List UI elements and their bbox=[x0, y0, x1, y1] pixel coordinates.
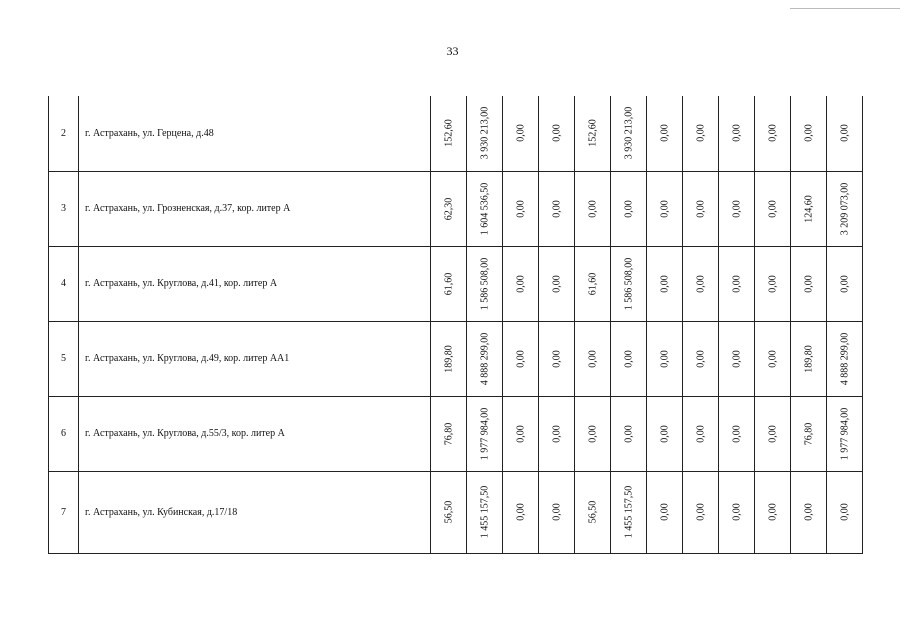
address-cell: г. Астрахань, ул. Круглова, д.49, кор. литер АА1 bbox=[79, 321, 431, 396]
table-row bbox=[49, 321, 863, 396]
value-cell bbox=[683, 321, 719, 396]
address-cell: г. Астрахань, ул. Круглова, д.55/3, кор. литер А bbox=[79, 396, 431, 471]
value-cell bbox=[683, 96, 719, 171]
value-text: 0,00 bbox=[659, 274, 670, 293]
value-cell bbox=[503, 396, 539, 471]
value-text: 0,00 bbox=[839, 124, 850, 142]
value-cell bbox=[503, 96, 539, 171]
value-cell bbox=[827, 321, 863, 396]
row-number: 4 bbox=[49, 246, 79, 321]
value-cell bbox=[791, 321, 827, 396]
value-text: 1 977 984,00 bbox=[479, 407, 490, 460]
value-cell bbox=[503, 321, 539, 396]
value-cell bbox=[467, 396, 503, 471]
value-cell bbox=[431, 321, 467, 396]
value-cell bbox=[647, 321, 683, 396]
value-cell bbox=[611, 396, 647, 471]
value-text: 0,00 bbox=[839, 274, 850, 293]
value-cell bbox=[575, 96, 611, 171]
value-cell bbox=[539, 396, 575, 471]
value-text: 0,00 bbox=[803, 274, 814, 293]
value-cell bbox=[791, 471, 827, 553]
value-cell bbox=[791, 396, 827, 471]
value-cell bbox=[539, 171, 575, 246]
value-text: 1 586 508,00 bbox=[479, 257, 490, 310]
value-text: 0,00 bbox=[659, 199, 670, 218]
value-text: 0,00 bbox=[587, 349, 598, 368]
value-text: 0,00 bbox=[623, 424, 634, 443]
value-text: 3 209 073,00 bbox=[839, 182, 850, 235]
value-text: 0,00 bbox=[623, 199, 634, 218]
value-cell bbox=[683, 396, 719, 471]
value-text: 0,00 bbox=[767, 274, 778, 293]
value-text: 61,60 bbox=[587, 272, 598, 295]
value-text: 189,80 bbox=[443, 344, 454, 373]
value-cell bbox=[719, 171, 755, 246]
value-cell bbox=[791, 96, 827, 171]
value-text: 0,00 bbox=[803, 503, 814, 521]
value-text: 61,60 bbox=[443, 272, 454, 295]
value-text: 1 455 157,50 bbox=[623, 485, 634, 539]
value-cell bbox=[647, 246, 683, 321]
table-row bbox=[49, 471, 863, 553]
value-text: 0,00 bbox=[731, 124, 742, 142]
value-cell bbox=[575, 171, 611, 246]
value-text: 0,00 bbox=[839, 503, 850, 521]
data-table bbox=[48, 96, 863, 554]
value-text: 152,60 bbox=[587, 119, 598, 147]
value-cell bbox=[755, 471, 791, 553]
value-text: 3 930 213,00 bbox=[623, 107, 634, 160]
value-text: 76,80 bbox=[803, 422, 814, 445]
value-cell bbox=[827, 471, 863, 553]
scan-artifact bbox=[790, 8, 900, 9]
value-cell bbox=[503, 471, 539, 553]
value-text: 0,00 bbox=[659, 124, 670, 142]
value-cell bbox=[539, 96, 575, 171]
value-cell bbox=[467, 471, 503, 553]
value-text: 0,00 bbox=[515, 349, 526, 368]
value-text: 124,60 bbox=[803, 194, 814, 223]
value-text: 0,00 bbox=[551, 424, 562, 443]
row-number: 5 bbox=[49, 321, 79, 396]
value-cell bbox=[755, 246, 791, 321]
value-cell bbox=[611, 471, 647, 553]
value-cell bbox=[647, 396, 683, 471]
table-row bbox=[49, 396, 863, 471]
value-cell bbox=[467, 171, 503, 246]
value-cell bbox=[719, 471, 755, 553]
value-cell bbox=[467, 96, 503, 171]
value-text: 3 930 213,00 bbox=[479, 107, 490, 160]
value-cell bbox=[467, 321, 503, 396]
value-cell bbox=[575, 471, 611, 553]
value-cell bbox=[719, 96, 755, 171]
value-cell bbox=[539, 246, 575, 321]
value-text: 1 604 536,50 bbox=[479, 182, 490, 235]
value-cell bbox=[611, 246, 647, 321]
value-text: 0,00 bbox=[551, 274, 562, 293]
value-text: 0,00 bbox=[515, 503, 526, 521]
value-text: 76,80 bbox=[443, 422, 454, 445]
value-cell bbox=[575, 321, 611, 396]
value-cell bbox=[755, 96, 791, 171]
value-text: 0,00 bbox=[731, 349, 742, 368]
value-cell bbox=[719, 246, 755, 321]
row-number: 2 bbox=[49, 96, 79, 171]
table-row bbox=[49, 246, 863, 321]
address-cell: г. Астрахань, ул. Герцена, д.48 bbox=[79, 96, 431, 171]
value-text: 0,00 bbox=[695, 199, 706, 218]
table-row bbox=[49, 171, 863, 246]
value-cell bbox=[827, 246, 863, 321]
value-cell bbox=[755, 171, 791, 246]
value-text: 0,00 bbox=[731, 274, 742, 293]
value-text: 152,60 bbox=[443, 119, 454, 147]
value-text: 0,00 bbox=[803, 124, 814, 142]
value-text: 1 977 984,00 bbox=[839, 407, 850, 460]
value-text: 0,00 bbox=[587, 199, 598, 218]
value-cell bbox=[611, 321, 647, 396]
value-text: 0,00 bbox=[659, 349, 670, 368]
value-text: 0,00 bbox=[551, 124, 562, 142]
value-text: 0,00 bbox=[515, 424, 526, 443]
value-text: 0,00 bbox=[515, 124, 526, 142]
value-cell bbox=[683, 246, 719, 321]
page-number: 33 bbox=[446, 44, 459, 58]
value-cell bbox=[431, 396, 467, 471]
value-cell bbox=[539, 321, 575, 396]
value-text: 0,00 bbox=[587, 424, 598, 443]
value-cell bbox=[683, 471, 719, 553]
value-text: 0,00 bbox=[731, 199, 742, 218]
value-text: 0,00 bbox=[515, 199, 526, 218]
value-cell bbox=[503, 246, 539, 321]
value-cell bbox=[755, 321, 791, 396]
value-cell bbox=[791, 171, 827, 246]
value-cell bbox=[539, 471, 575, 553]
value-cell bbox=[467, 246, 503, 321]
value-text: 0,00 bbox=[767, 503, 778, 521]
value-text: 0,00 bbox=[659, 503, 670, 521]
value-cell bbox=[575, 246, 611, 321]
value-text: 1 586 508,00 bbox=[623, 257, 634, 310]
value-text: 0,00 bbox=[767, 424, 778, 443]
value-text: 0,00 bbox=[731, 503, 742, 521]
value-text: 0,00 bbox=[731, 424, 742, 443]
value-text: 0,00 bbox=[767, 199, 778, 218]
value-text: 56,50 bbox=[587, 500, 598, 524]
value-cell bbox=[683, 171, 719, 246]
value-cell bbox=[827, 396, 863, 471]
value-text: 0,00 bbox=[659, 424, 670, 443]
value-cell bbox=[755, 396, 791, 471]
value-text: 62,30 bbox=[443, 197, 454, 220]
value-cell bbox=[611, 96, 647, 171]
row-number: 6 bbox=[49, 396, 79, 471]
address-cell: г. Астрахань, ул. Грозненская, д.37, кор. литер А bbox=[79, 171, 431, 246]
value-cell bbox=[719, 321, 755, 396]
value-cell bbox=[431, 96, 467, 171]
value-cell bbox=[431, 471, 467, 553]
value-text: 0,00 bbox=[767, 124, 778, 142]
value-text: 0,00 bbox=[551, 503, 562, 521]
value-text: 4 888 299,00 bbox=[479, 332, 490, 385]
value-cell bbox=[791, 246, 827, 321]
value-text: 0,00 bbox=[551, 349, 562, 368]
row-number: 3 bbox=[49, 171, 79, 246]
value-text: 0,00 bbox=[695, 503, 706, 521]
value-cell bbox=[647, 96, 683, 171]
value-text: 0,00 bbox=[623, 349, 634, 368]
address-cell: г. Астрахань, ул. Кубинская, д.17/18 bbox=[79, 471, 431, 553]
row-number: 7 bbox=[49, 471, 79, 553]
value-text: 189,80 bbox=[803, 344, 814, 373]
value-text: 56,50 bbox=[443, 500, 454, 524]
value-text: 0,00 bbox=[695, 424, 706, 443]
value-text: 0,00 bbox=[695, 124, 706, 142]
value-cell bbox=[647, 471, 683, 553]
value-cell bbox=[503, 171, 539, 246]
value-text: 0,00 bbox=[515, 274, 526, 293]
value-cell bbox=[611, 171, 647, 246]
value-cell bbox=[719, 396, 755, 471]
value-cell bbox=[431, 171, 467, 246]
value-cell bbox=[647, 171, 683, 246]
address-cell: г. Астрахань, ул. Круглова, д.41, кор. литер А bbox=[79, 246, 431, 321]
value-text: 0,00 bbox=[695, 349, 706, 368]
value-cell bbox=[431, 246, 467, 321]
value-text: 0,00 bbox=[695, 274, 706, 293]
table-row bbox=[49, 96, 863, 171]
value-cell bbox=[827, 171, 863, 246]
value-text: 1 455 157,50 bbox=[479, 485, 490, 539]
value-text: 0,00 bbox=[551, 199, 562, 218]
value-cell bbox=[827, 96, 863, 171]
value-cell bbox=[575, 396, 611, 471]
value-text: 0,00 bbox=[767, 349, 778, 368]
value-text: 4 888 299,00 bbox=[839, 332, 850, 385]
